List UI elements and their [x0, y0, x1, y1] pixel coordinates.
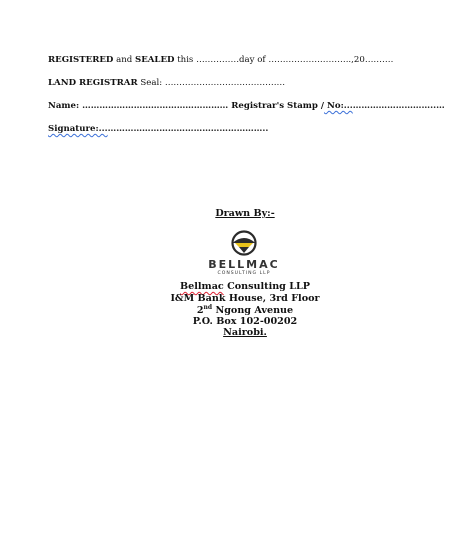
signature-blank: ………………………………………………..	[107, 124, 269, 134]
logo-subtitle: CONSULTING LLP	[217, 271, 271, 276]
registration-line	[48, 55, 393, 65]
stamp-no-blank: ………………………..…	[352, 101, 445, 111]
stamp-no-label: No:...	[324, 101, 353, 111]
company-first-word: Bellmac	[180, 281, 224, 292]
land-registrar-line	[48, 78, 285, 88]
company-name	[0, 281, 465, 292]
company-rest: Consulting LLP	[223, 281, 310, 292]
name-stamp-line	[48, 101, 445, 111]
logo-wordmark: BELLMAC	[208, 258, 280, 271]
registrar-stamp-label: Registrar's Stamp /	[231, 101, 325, 111]
signature-line	[48, 124, 268, 134]
registration-date-blanks: this ……………day of ………………………..,20……….	[174, 55, 394, 65]
address-po-box: P.O. Box 102-00202	[192, 316, 298, 327]
signature-label: Signature:...	[48, 124, 108, 134]
seal-blank: Seal: ……………………………………	[137, 78, 286, 88]
sealed-label: SEALED	[134, 55, 175, 65]
land-registrar-label: LAND REGISTRAR	[48, 78, 138, 88]
registered-label: REGISTERED	[48, 55, 114, 65]
name-blank: ……………………………………………	[79, 101, 232, 111]
name-label: Name:	[48, 101, 80, 111]
and-text: and	[113, 55, 135, 65]
address-city: Nairobi.	[223, 327, 267, 338]
drawn-by-heading: Drawn By:-	[215, 208, 275, 219]
address-building: I&M Bank House, 3rd Floor	[170, 293, 320, 304]
address-street: 2nd Ngong Avenue	[196, 304, 294, 317]
